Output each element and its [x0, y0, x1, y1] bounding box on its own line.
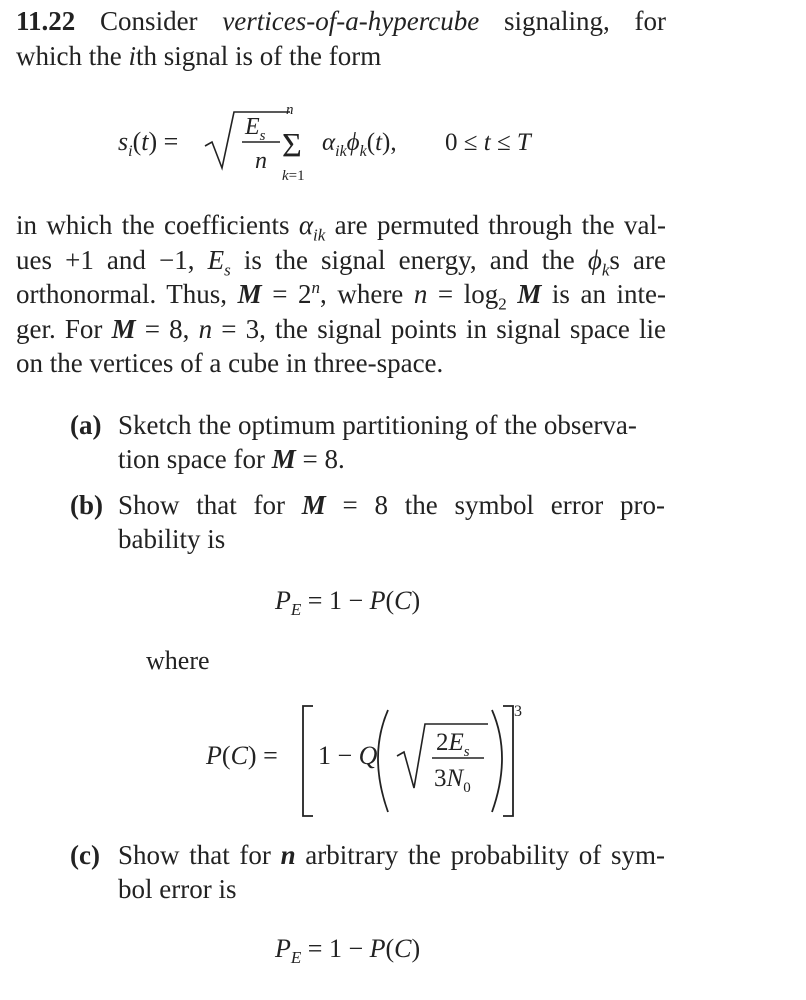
- part-c-label: (c): [70, 840, 100, 870]
- body-line-1: in which the coefficients $\alpha_{ik}$ are permuted through the val-: [16, 210, 666, 245]
- sum-lower: k=1: [282, 168, 305, 184]
- sqrt-numerator: $E_s$: [245, 114, 266, 144]
- eq-lhs: $s_i(t)$ =: [118, 127, 179, 160]
- right-bracket: [503, 706, 513, 816]
- pc-equation: [0, 696, 806, 826]
- sum-sign: Σ: [282, 127, 302, 164]
- part-a: [70, 408, 665, 476]
- sqrt-denominator: n: [255, 148, 267, 174]
- pc-denominator: $3N_0$: [434, 765, 471, 796]
- summand: $\alpha_{ik}\phi_k(t)$,: [322, 129, 397, 160]
- pc-numerator: $2E_s$: [436, 729, 470, 760]
- problem-intro: [16, 4, 666, 73]
- part-b: [70, 488, 665, 556]
- sum-upper: n: [286, 102, 294, 118]
- body-line-3: orthonormal. Thus, $M = 2^n$, where $n = \log_2 M$ is an inte-: [16, 278, 667, 314]
- part-a-line-1: (a) Sketch the optimum partitioning of the observa-: [70, 410, 637, 440]
- emphasized-term: vertices-of-a-hypercube: [222, 6, 480, 36]
- right-paren: [492, 710, 502, 812]
- body-paragraph: [16, 208, 666, 381]
- part-c: [70, 838, 665, 906]
- body-line-5: on the vertices of a cube in three-space.: [16, 348, 444, 378]
- time-domain: 0 ≤ t ≤ T: [445, 129, 531, 156]
- pc-inner: 1 − Q: [318, 741, 378, 770]
- intro-line-1: 11.22 Consider vertices-of-a-hypercube signaling, for: [16, 6, 666, 36]
- part-c-line-2: bol error is: [118, 874, 237, 904]
- part-b-error-equation: $P_E = 1 - P(C)$: [275, 586, 421, 620]
- part-c-error-equation: $P_E = 1 - P(C)$: [275, 934, 421, 968]
- part-a-line-2: tion space for M = 8.: [118, 444, 345, 474]
- part-b-label: (b): [70, 490, 103, 520]
- left-paren: [378, 710, 388, 812]
- pc-equation-graphic: [0, 696, 806, 826]
- intro-line-2: which the ith signal is of the form: [16, 40, 382, 71]
- pc-lhs: P(C) =: [206, 741, 278, 770]
- where-label: where: [146, 646, 210, 675]
- left-bracket: [303, 706, 313, 816]
- signal-equation-graphic: [0, 90, 806, 190]
- part-a-label: (a): [70, 410, 102, 440]
- part-b-line-1: (b) Show that for M = 8 the symbol error pro-: [70, 490, 665, 520]
- body-line-2: ues +1 and −1, $E_s$ is the signal energy, and the $\phi_ks$ are: [16, 244, 666, 279]
- pc-exponent: 3: [514, 703, 522, 720]
- body-line-4: ger. For M = 8, n = 3, the signal points in signal space lie: [16, 313, 666, 344]
- part-b-line-2: bability is: [118, 524, 226, 554]
- part-c-line-1: (c) Show that for n arbitrary the probability of sym-: [70, 840, 665, 870]
- signal-equation: [0, 90, 806, 190]
- problem-number: 11.22: [16, 6, 76, 36]
